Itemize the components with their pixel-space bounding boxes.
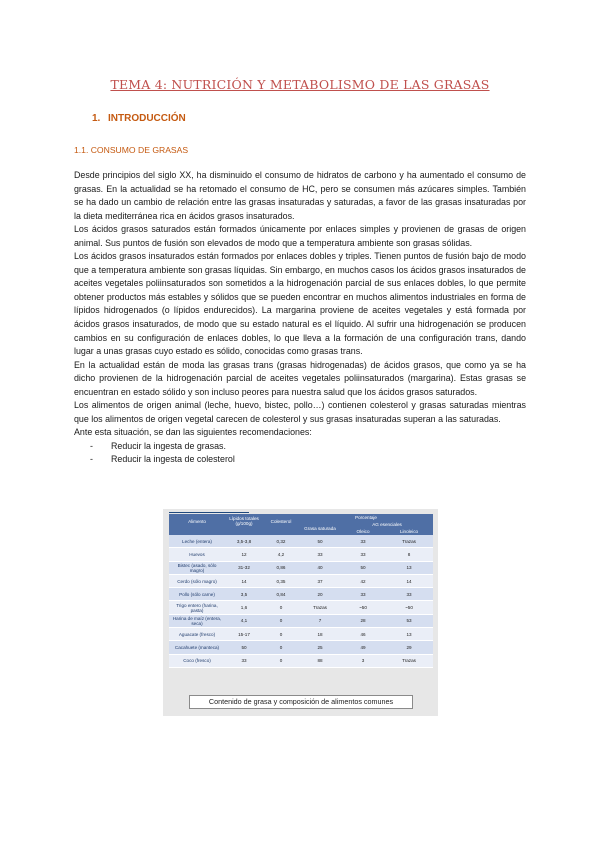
cell-linoleic: 13 [385,561,433,574]
cell-saturated: 33 [299,548,341,561]
list-item [74,440,526,454]
cell-oleic: 46 [341,628,385,641]
cell-oleic: 42 [341,574,385,587]
cell-food: Trigo entero (harina, pasta) [169,601,225,614]
cell-cholesterol: 0,35 [263,574,299,587]
cell-saturated: 88 [299,654,341,667]
cell-saturated: 40 [299,561,341,574]
table-row [169,601,433,614]
cell-lipids: 50 [225,641,263,654]
header-oleic: Oleico [341,528,385,535]
paragraph: Desde principios del siglo XX, ha disminuido el consumo de hidratos de carbono y ha aumentado el consumo de grasas. En la actualidad se ha retomado el consumo de HC, pero se consumen más azúcares simples. También se ha dado un cambio de relación entre las grasas insaturadas y saturadas, a favor de las grasas insaturadas por la dieta mediterránea rica en ácidos grasos insaturados. [74,170,526,221]
cell-linoleic: ~50 [385,601,433,614]
header-food: Alimento [169,514,225,528]
cell-linoleic: 53 [385,614,433,627]
cell-oleic: 28 [341,614,385,627]
cell-lipids: 12 [225,548,263,561]
table-header-row [169,514,433,521]
cell-lipids: 15-17 [225,628,263,641]
table-row [169,561,433,574]
cell-food: Cerdo (sólo magro) [169,574,225,587]
table-row [169,548,433,561]
cell-cholesterol: 0 [263,628,299,641]
cell-saturated: 37 [299,574,341,587]
cell-cholesterol: 0,32 [263,535,299,548]
cell-lipids: 3,5-3,8 [225,535,263,548]
table-row [169,654,433,667]
fat-composition-figure [163,509,438,716]
header-saturated: Grasa saturada [299,521,341,535]
section-number: 1. [92,113,101,124]
bullet-dash: - [90,440,93,451]
section-label: INTRODUCCIÓN [108,113,186,124]
cell-oleic: 33 [341,535,385,548]
list-item-text: Reducir la ingesta de colesterol [111,454,235,465]
paragraph: Los ácidos grasos saturados están formados únicamente por enlaces simples y provienen de grasas de origen animal. Sus puntos de fusión son elevados de modo que a temperatura ambiente son grasas sólidas. [74,224,526,248]
cell-oleic: 3 [341,654,385,667]
figure-caption: Contenido de grasa y composición de alimentos comunes [189,695,413,709]
paragraph: Los alimentos de origen animal (leche, huevo, bistec, pollo…) contienen colesterol y grasas saturadas mientras que los alimentos de origen vegetal carecen de colesterol y sus grasas insaturadas superan a las saturadas. [74,400,526,424]
cell-cholesterol: 0 [263,654,299,667]
table-row [169,641,433,654]
cell-oleic: ~50 [341,601,385,614]
cell-lipids: 33 [225,654,263,667]
cell-lipids: 4,1 [225,614,263,627]
cell-food: Cacahuete (manteca) [169,641,225,654]
header-ag-essential: AG esenciales [341,521,433,528]
fat-composition-table [169,514,433,668]
table-row [169,588,433,601]
list-item-text: Reducir la ingesta de grasas. [111,440,226,451]
cell-linoleic: 13 [385,628,433,641]
section-heading [92,113,186,124]
header-spacer [169,528,299,535]
cell-oleic: 33 [341,548,385,561]
cell-linoleic: 33 [385,588,433,601]
cell-cholesterol: 0,86 [263,561,299,574]
cell-saturated: Trazas [299,601,341,614]
paragraph: Ante esta situación, se dan las siguientes recomendaciones: [74,427,312,438]
cell-saturated: 20 [299,588,341,601]
cell-cholesterol: 0 [263,601,299,614]
body-text [74,169,526,467]
cell-linoleic: 14 [385,574,433,587]
table-row [169,628,433,641]
list-item [74,453,526,467]
cell-food: Leche (entera) [169,535,225,548]
cell-food: Aguacate (fresco) [169,628,225,641]
recommendations-list [74,440,526,467]
figure-top-rule [169,512,249,513]
cell-cholesterol: 0 [263,614,299,627]
cell-linoleic: Trazas [385,654,433,667]
cell-oleic: 49 [341,641,385,654]
cell-oleic: 50 [341,561,385,574]
cell-linoleic: 8 [385,548,433,561]
header-percentage: Porcentaje [299,514,433,521]
header-linoleic: Linoleico [385,528,433,535]
cell-food: Huevos [169,548,225,561]
cell-lipids: 1,6 [225,601,263,614]
table-row [169,574,433,587]
cell-food: Harina de maíz (entera, seca) [169,614,225,627]
cell-lipids: 3,5 [225,588,263,601]
cell-lipids: 31-32 [225,561,263,574]
cell-oleic: 33 [341,588,385,601]
cell-saturated: 25 [299,641,341,654]
subsection-heading: 1.1. CONSUMO DE GRASAS [74,145,189,155]
header-cholesterol: Colesterol [263,514,299,528]
cell-lipids: 14 [225,574,263,587]
cell-cholesterol: 0,84 [263,588,299,601]
header-lipids: Lípidos totales (g/100g) [225,514,263,528]
cell-cholesterol: 4,2 [263,548,299,561]
cell-food: Coco (fresco) [169,654,225,667]
page-title: TEMA 4: NUTRICIÓN Y METABOLISMO DE LAS GRASAS [110,77,490,92]
cell-saturated: 18 [299,628,341,641]
cell-food: Bistec (asado, sólo magro) [169,561,225,574]
paragraph: Los ácidos grasos insaturados están formados por enlaces dobles y triples. Tienen puntos de fusión bajo de modo que a temperatura ambiente son grasas líquidas. Sin embargo, en muchos casos los ácidos grasos insaturados de aceites vegetales poliinsaturados son sometidos a la hidrogenación parcial de sus enlaces dobles, lo que permite obtener productos más estables y sólidos que se pueden encontrar en muchos alimentos industriales en forma de lípidos hidrogenados (o lípidos endurecidos). La margarina proviene de aceites vegetales y está formada por ácidos grasos insaturados, de modo que su estado natural es el líquido. Al sufrir una hidrogenación se producen cambios en su configuración de enlaces dobles, lo que lleva a la formación de una configuración trans, dando lugar a unas grasas cuyo estado es sólido, conocidas como grasas trans. [74,251,526,357]
bullet-dash: - [90,454,93,465]
table-row [169,535,433,548]
cell-saturated: 7 [299,614,341,627]
cell-linoleic: 29 [385,641,433,654]
cell-food: Pollo (sólo carne) [169,588,225,601]
paragraph: En la actualidad están de moda las grasas trans (grasas hidrogenadas) de ácidos grasos, que como ya se ha dicho provienen de la hidrogenación parcial de aceites vegetales poliinsaturados (margarina). Estas grasas se encuentran en estado sólido y son incluso peores para nuestra salud que los ácidos grasos saturados. [74,359,526,397]
cell-saturated: 50 [299,535,341,548]
cell-linoleic: Trazas [385,535,433,548]
table-row [169,614,433,627]
cell-cholesterol: 0 [263,641,299,654]
